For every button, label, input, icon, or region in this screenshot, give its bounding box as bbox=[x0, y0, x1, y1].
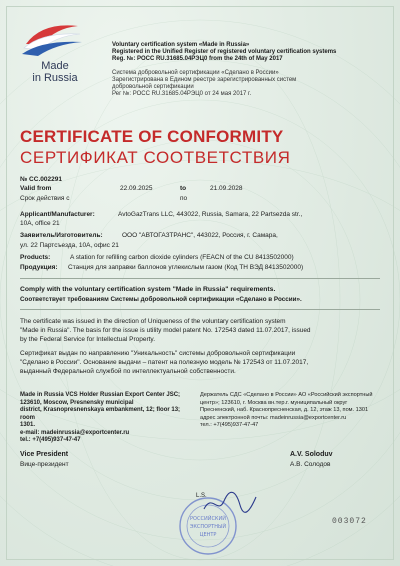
applicant-value-ru-2: ул. 22 Партсъезда, 10А, офис 21 bbox=[20, 242, 119, 249]
applicant-value-en-2: 10A, office 21 bbox=[20, 220, 60, 227]
title-en: CERTIFICATE OF CONFORMITY bbox=[20, 127, 284, 146]
holder-en bbox=[20, 392, 195, 445]
header-en bbox=[112, 42, 392, 63]
header-ru-line-1: Система добровольной сертификации «Сделано в России» bbox=[112, 70, 279, 76]
stamp-text-bot: ЦЕНТР bbox=[199, 532, 217, 538]
signatory-name-ru: А.В. Солодов bbox=[290, 461, 331, 468]
holder-en-5: e-mail: madeinrussia@exportcenter.ru bbox=[20, 429, 130, 436]
header-ru-line-2: Зарегистрирована в Едином реестре зарегистрированных систем bbox=[112, 77, 297, 83]
holder-ru-4: адрес электронной почты: madeinrussia@exportcenter.ru bbox=[200, 414, 347, 421]
header-ru-line-3: добровольной сертификации bbox=[112, 84, 194, 90]
wave-logo-icon bbox=[12, 14, 92, 60]
certificate-number: № СС.002291 bbox=[20, 176, 62, 183]
applicant-label-en: Applicant/Manufacturer: bbox=[20, 211, 95, 218]
holder-en-3: district, Krasnopresnenskaya embankment, 12; floor 13; room bbox=[20, 407, 181, 421]
products-value-en: A station for refilling carbon dioxide cylinders (FEACN of the CU 8413502000) bbox=[70, 254, 294, 261]
products-value-ru: Станция для заправки баллонов углекислым газом (Код ТН ВЭД 8413502000) bbox=[68, 264, 304, 271]
signatory-role-en: Vice President bbox=[20, 451, 69, 458]
logo-text: Made in Russia bbox=[32, 60, 78, 84]
signatory-name-en: A.V. Soloduv bbox=[290, 451, 333, 458]
body-en-2: "Made in Russia". The basis for the issue is utility model patent No. 172543 dated 11.07.2017, issued bbox=[20, 327, 311, 334]
products-label-en: Products: bbox=[20, 254, 51, 261]
to-label: to bbox=[180, 185, 187, 192]
applicant-value-ru-1: ООО "АВТОГАЗТРАНС", 443022, Россия, г. Самара, bbox=[122, 232, 278, 239]
comply-en: Comply with the voluntary certification system "Made in Russia" requirements. bbox=[20, 286, 276, 293]
products-label-ru: Продукция: bbox=[20, 264, 58, 271]
header-en-line-2: Registered in the Unified Register of registered voluntary certification systems bbox=[112, 49, 337, 55]
holder-en-6: tel.: +7(495)937-47-47 bbox=[20, 437, 81, 443]
header-ru bbox=[112, 70, 382, 98]
signature-icon bbox=[200, 489, 260, 517]
valid-from-label: Valid from bbox=[20, 185, 52, 192]
holder-ru-2: центр»; 123610, г. Москва вн.тер.г. муниципальный округ bbox=[200, 399, 348, 406]
valid-from-date: 22.09.2025 bbox=[120, 185, 153, 192]
header-ru-line-4: Рег №: РОСС RU.31685.04РЭЦ0 от 24 мая 2017 г. bbox=[112, 91, 252, 97]
serial-number: 003072 bbox=[332, 517, 367, 526]
holder-ru-3: Пресненский, наб. Краснопресненская, д. 12, этаж 13, пом. 1301 bbox=[200, 407, 369, 413]
body-ru-1: Сертификат выдан по направлению "Уникальность" системы добровольной сертификации bbox=[20, 350, 296, 357]
stamp-text-mid: ЭКСПОРТНЫЙ bbox=[189, 524, 227, 530]
holder-ru-1: Держатель СДС «Сделано в России» АО «Российский экспортный bbox=[200, 392, 373, 398]
body-ru-2: "Сделано в России". Основание выдачи – патент на полезную модель № 172543 от 11.07.2017, bbox=[20, 359, 309, 366]
title-ru: СЕРТИФИКАТ СООТВЕТСТВИЯ bbox=[20, 148, 291, 167]
comply-ru: Соответствует требованиям Системы добровольной сертификации «Сделано в России». bbox=[20, 296, 302, 303]
applicant-value-en-1: AvtoGazTrans LLC, 443022, Russia, Samara, 22 Partsezda str., bbox=[118, 211, 303, 218]
holder-en-1: Made in Russia VCS Holder Russian Export Center JSC; bbox=[20, 392, 181, 398]
divider-1 bbox=[20, 278, 380, 279]
valid-from-label-ru: Срок действия с bbox=[20, 195, 70, 202]
to-label-ru: по bbox=[180, 195, 188, 202]
header-en-line-3: Reg. №: РОСС RU.31685.04РЭЦ0 from the 24th of May 2017 bbox=[112, 56, 283, 62]
holder-en-2: 123610, Moscow, Presnensky municipal bbox=[20, 399, 134, 406]
locus-sigilli-label: L.S. bbox=[196, 493, 207, 499]
signatory-role-ru: Вице-президент bbox=[20, 461, 69, 468]
divider-2 bbox=[20, 309, 380, 310]
made-in-russia-logo bbox=[12, 14, 92, 84]
header-en-line-1: Voluntary certification system «Made in Russia» bbox=[112, 42, 250, 48]
holder-ru bbox=[200, 392, 385, 430]
holder-ru-5: тел.: +7(495)937-47-47 bbox=[200, 422, 259, 428]
valid-to-date: 21.09.2028 bbox=[210, 185, 243, 192]
body-en-1: The certificate was issued in the direction of Uniqueness of the voluntary certification system bbox=[20, 318, 286, 325]
body-en-3: by the Federal Service for Intellectual Property. bbox=[20, 336, 155, 343]
stamp-text-top: РОССИЙСКИЙ bbox=[190, 516, 226, 522]
holder-en-4: 1301. bbox=[20, 422, 36, 428]
body-ru-3: выданный Федеральной службой по интеллектуальной собственности. bbox=[20, 368, 236, 375]
applicant-label-ru: Заявитель/Изготовитель: bbox=[20, 232, 103, 239]
